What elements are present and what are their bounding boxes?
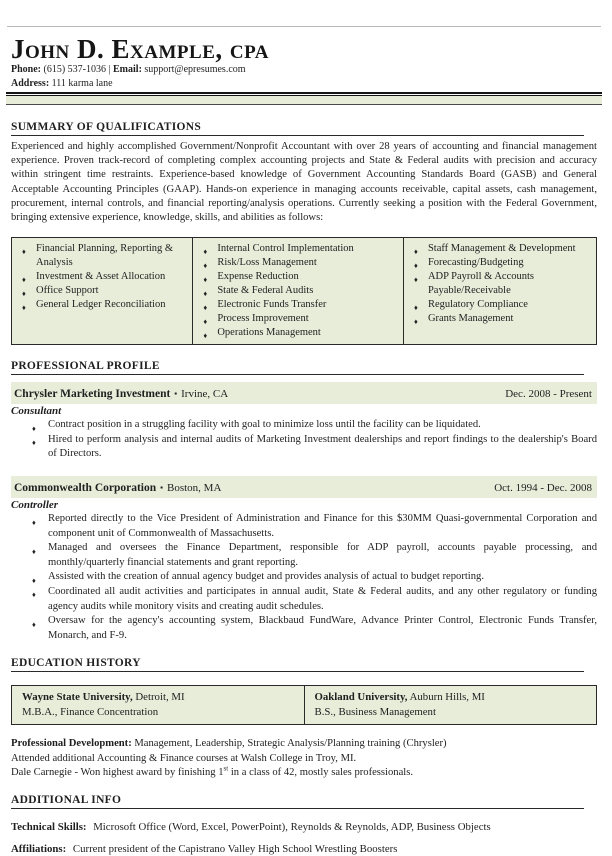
job-bullet: ♦ Contract position in a struggling facility with goal to minimize loss until the facility can be liquidated. <box>11 418 597 433</box>
skill-item: ♦ Internal Control Implementation <box>203 242 397 256</box>
skill-item: ♦ Office Support <box>22 284 186 298</box>
address-value: 111 karma lane <box>51 77 113 89</box>
address-label: Address: <box>11 77 50 89</box>
section-heading-professional-profile: PROFESSIONAL PROFILE <box>11 360 584 375</box>
skill-item: ♦ Forecasting/Budgeting <box>414 256 590 270</box>
contact-phone-line <box>11 64 597 76</box>
skill-item: ♦ Operations Management <box>203 326 397 340</box>
diamond-bullet-icon: ♦ <box>413 261 418 271</box>
job-title: Controller <box>11 499 59 511</box>
square-bullet-icon: ▪ <box>160 483 163 492</box>
company-name: Commonwealth Corporation <box>14 482 157 494</box>
diamond-bullet-icon: ♦ <box>32 619 36 629</box>
diamond-bullet-icon: ♦ <box>32 575 36 585</box>
diamond-bullet-icon: ♦ <box>413 303 418 313</box>
education-school-cell <box>12 686 305 725</box>
professional-development-label: Professional Development: <box>11 738 132 750</box>
job-bullet: ♦ Managed and oversees the Finance Department, responsible for ADP payroll, accounts payable processing, and monthly/quarterly financial statements and grant reporting. <box>32 542 597 568</box>
section-heading-education: EDUCATION HISTORY <box>11 657 584 672</box>
diamond-bullet-icon: ♦ <box>203 303 208 313</box>
development-line-2: Attended additional Accounting & Finance courses at Walsh College in Troy, MI. <box>11 752 357 764</box>
diamond-bullet-icon: ♦ <box>203 317 208 327</box>
summary-paragraph: Experienced and highly accomplished Government/Nonprofit Accountant with over 28 years of accounting and financial management experience. Proven track-record of completing complex accounting projects and State & Federal audits with precision and accuracy within stringent time restraints. Experience-based knowledge of Government Accounting Standards Board (GASB) and General Acceptable Accounting Principles (GAAP). Hands-on experience in managing accounts receivable, capital assets, cash management, procurement, internal controls, and financial reporting/analysis operations. Currently seeking a position with the Federal Government, bringing extensive experience, knowledge, skills, and abilities as follows: <box>11 141 597 224</box>
name-credential: cpa <box>229 34 270 64</box>
resume-page <box>0 26 612 855</box>
diamond-bullet-icon: ♦ <box>22 275 26 285</box>
phone-label: Phone: <box>11 64 41 75</box>
diamond-bullet-icon: ♦ <box>32 438 36 448</box>
skill-item: ♦ Financial Planning, Reporting & Analysis <box>22 243 174 269</box>
page-title-name <box>11 36 597 62</box>
ordinal-superscript: st <box>223 764 229 773</box>
phone-value: (615) 537-1036 <box>43 64 106 75</box>
job-bullet: ♦ Oversaw for the agency's accounting system, Blackbaud FundWare, Advance Printer Control, Electronic Funds Transfer, Monarch, and F-9. <box>32 615 597 641</box>
professional-development: Professional Development: Management, Leadership, Strategic Analysis/Planning training (Chrysler) Attended additional Accounting & Finance courses at Walsh College in Troy, MI. Dale Carnegie - Won highest award by finishing 1st in a class of 42, mostly sales professionals. <box>11 738 447 779</box>
technical-skills-label: Technical Skills: <box>11 820 87 833</box>
diamond-bullet-icon: ♦ <box>32 423 36 433</box>
skill-item: ♦ Electronic Funds Transfer <box>203 298 397 312</box>
diamond-bullet-icon: ♦ <box>413 247 418 257</box>
job-bullet: ♦ Assisted with the creation of annual agency budget and provides analysis of actual to budget reporting. <box>11 570 597 585</box>
contact-divider: | <box>108 64 111 75</box>
skill-item: ♦ State & Federal Audits <box>203 284 397 298</box>
job-header-bar <box>11 382 597 404</box>
skill-item: ♦ Expense Reduction <box>203 270 397 284</box>
education-school-cell <box>304 686 597 725</box>
school-name: Wayne State University, <box>22 691 133 704</box>
job-company-location <box>14 384 228 402</box>
job-bullet: ♦ Coordinated all audit activities and participates in annual audit, State & Federal audits, and any other regulatory or funding agency audits while monitory visits and creating audit schedules. <box>32 585 597 612</box>
skills-column-2 <box>193 238 404 345</box>
job-location: Irvine, CA <box>181 388 229 401</box>
diamond-bullet-icon: ♦ <box>22 247 26 257</box>
company-name: Chrysler Marketing Investment <box>14 388 171 401</box>
school-line <box>315 690 587 705</box>
skill-item: ♦ Process Improvement <box>203 312 397 326</box>
diamond-bullet-icon: ♦ <box>203 261 208 271</box>
job-bullet: ♦ Hired to perform analysis and internal audits of Marketing Investment dealerships and report findings to the dealership's Board of Directors. <box>32 433 597 460</box>
email-value: support@epresumes.com <box>144 64 246 75</box>
job-entry-chrysler <box>11 382 597 462</box>
skill-item: ♦ Investment & Asset Allocation <box>22 270 186 284</box>
diamond-bullet-icon: ♦ <box>32 517 36 527</box>
top-rule-divider <box>7 26 601 27</box>
diamond-bullet-icon: ♦ <box>22 303 26 313</box>
affiliations-label: Affiliations: <box>11 842 67 855</box>
diamond-bullet-icon: ♦ <box>22 289 26 299</box>
job-company-location <box>14 478 221 496</box>
technical-skills-line: Technical Skills: Microsoft Office (Word, Excel, PowerPoint), Reynolds & Reynolds, ADP, Business Objects <box>11 820 491 833</box>
name-main: John D. Example, <box>11 34 223 64</box>
diamond-bullet-icon: ♦ <box>203 331 208 341</box>
diamond-bullet-icon: ♦ <box>203 289 208 299</box>
skills-column-1 <box>12 238 193 345</box>
diamond-bullet-icon: ♦ <box>32 590 36 600</box>
school-degree: M.B.A., Finance Concentration <box>22 705 159 718</box>
job-header-bar <box>11 476 597 498</box>
diamond-bullet-icon: ♦ <box>32 546 36 556</box>
school-location: Detroit, MI <box>135 691 185 704</box>
contact-address-line <box>11 78 597 90</box>
school-name: Oakland University, <box>314 691 408 704</box>
job-dates: Oct. 1994 - Dec. 2008 <box>494 482 592 494</box>
square-bullet-icon: ▪ <box>174 389 178 399</box>
section-heading-summary: SUMMARY OF QUALIFICATIONS <box>11 121 584 136</box>
skill-item: ♦ Grants Management <box>414 312 590 326</box>
skill-item: ♦ Staff Management & Development <box>414 242 590 256</box>
skills-column-3 <box>403 238 596 345</box>
education-table <box>11 685 597 725</box>
skills-table <box>11 237 597 345</box>
diamond-bullet-icon: ♦ <box>203 275 208 285</box>
school-line <box>22 690 294 705</box>
job-bullet: ♦ Reported directly to the Vice President of Administration and Finance for this $30MM Quasi-governmental Corporation and component unit of Commonwealth of Massachusetts. <box>32 513 597 539</box>
development-line-3: Dale Carnegie - Won highest award by finishing 1 <box>11 767 224 779</box>
skill-item: ♦ ADP Payroll & Accounts Payable/Receivable <box>413 271 535 297</box>
job-dates: Dec. 2008 - Present <box>505 388 592 401</box>
school-degree: B.S., Business Management <box>314 705 436 718</box>
skill-item: ♦ General Ledger Reconciliation <box>22 298 186 312</box>
school-location: Auburn Hills, MI <box>409 691 485 704</box>
diamond-bullet-icon: ♦ <box>203 247 208 257</box>
email-label: Email: <box>113 64 142 75</box>
section-heading-additional-info: ADDITIONAL INFO <box>11 794 584 809</box>
job-title: Consultant <box>11 405 62 418</box>
diamond-bullet-icon: ♦ <box>413 275 418 285</box>
affiliations-line: Affiliations: Current president of the Capistrano Valley High School Wrestling Boosters <box>11 842 398 855</box>
skill-item: ♦ Regulatory Compliance <box>414 298 590 312</box>
job-entry-commonwealth <box>11 476 597 643</box>
skill-item: ♦ Risk/Loss Management <box>203 256 397 270</box>
job-location: Boston, MA <box>167 482 222 494</box>
diamond-bullet-icon: ♦ <box>413 317 418 327</box>
header-divider-band <box>6 92 602 105</box>
